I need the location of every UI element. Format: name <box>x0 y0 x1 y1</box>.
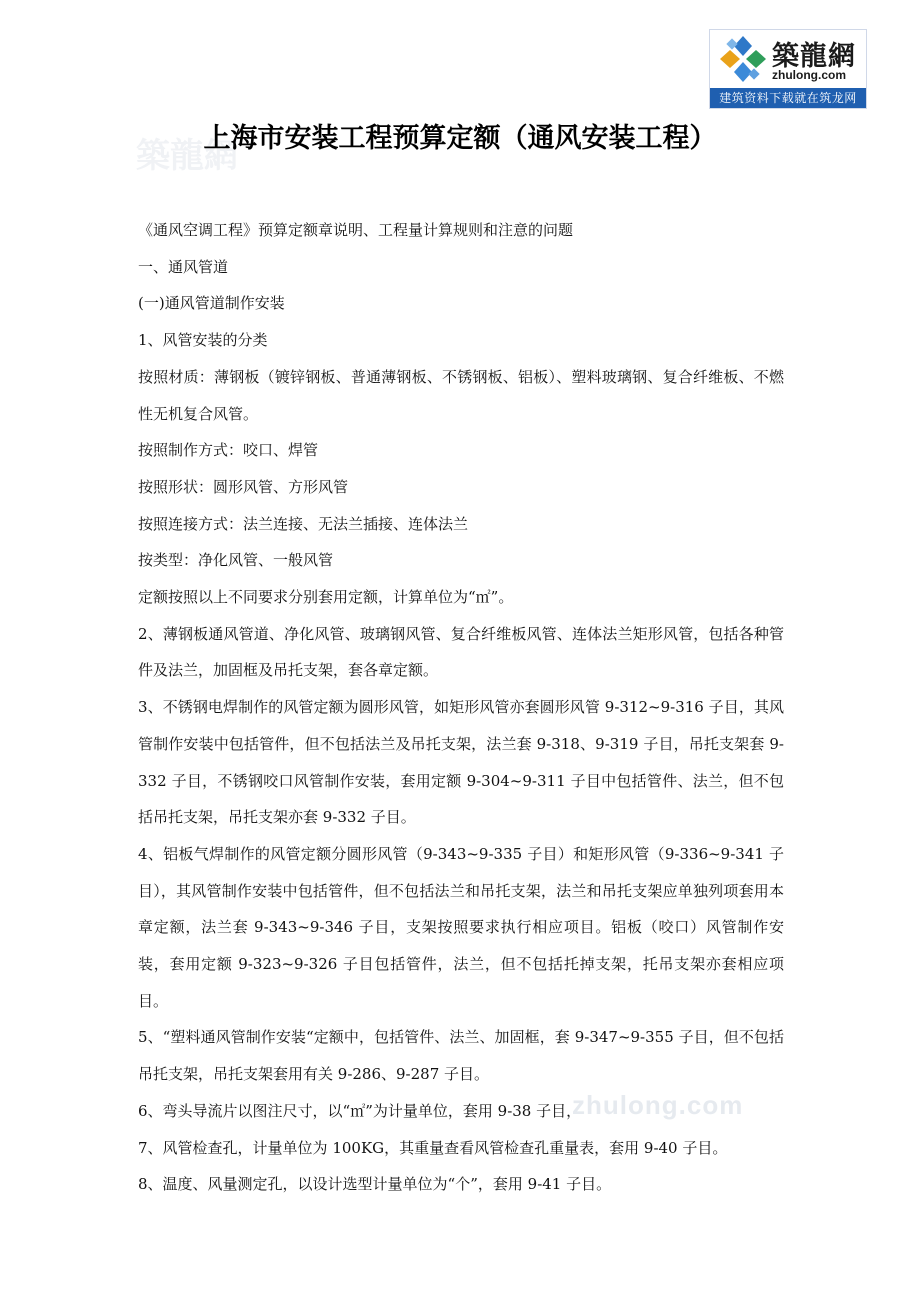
section-heading: 一、通风管道 <box>138 257 229 276</box>
paragraph: 按照制作方式：咬口、焊管 <box>138 441 319 460</box>
paragraph: 8、温度、风量测定孔，以设计选型计量单位为“个”，套用 9-41 子目。 <box>138 1175 612 1194</box>
logo-slogan: 建筑资料下载就在筑龙网 <box>710 88 866 108</box>
paragraph: 3、不锈钢电焊制作的风管定额为圆形风管，如矩形风管亦套圆形风管 9-312~9-316 子目，其风管制作安装中包括管件，但不包括法兰及吊托支架，法兰套 9-318、9-319 子目，吊托支架套 9-332 子目，不锈钢咬口风管制作安装，套用定额 9-304~9-311 子目中包括管件、法兰，但不包括吊托支架，吊托支架亦套 9-332 子目。 <box>138 698 784 827</box>
logo-brand-en: zhulong.com <box>772 68 846 82</box>
logo-brand-cn: 築龍網 <box>772 41 856 72</box>
watermark-top: 築龍網 <box>136 137 238 175</box>
paragraph: 按照材质：薄钢板（镀锌钢板、普通薄钢板、不锈钢板、铝板）、塑料玻璃钢、复合纤维板、不燃性无机复合风管。 <box>138 367 784 423</box>
item-heading: 1、风管安装的分类 <box>138 331 268 350</box>
document-title: 上海市安装工程预算定额（通风安装工程） <box>203 123 717 154</box>
watermark-middle: zhulong.com <box>572 1090 744 1120</box>
paragraph: 6、弯头导流片以图注尺寸，以“㎡”为计量单位，套用 9-38 子目， <box>138 1101 582 1120</box>
paragraph: 定额按照以上不同要求分别套用定额，计算单位为“㎡”。 <box>138 588 514 607</box>
document-body <box>138 212 784 1203</box>
paragraph: 7、风管检查孔，计量单位为 100KG，其重量查看风管检查孔重量表，套用 9-40 子目。 <box>138 1138 728 1157</box>
paragraph: 4、铝板气焊制作的风管定额分圆形风管（9-343~9-335 子目）和矩形风管（9-336~9-341 子目），其风管制作安装中包括管件，但不包括法兰和吊托支架，法兰和吊托支架应单独列项套用本章定额，法兰套 9-343~9-346 子目，支架按照要求执行相应项目。铝板（咬口）风管制作安装，套用定额 9-323~9-326 子目包括管件，法兰，但不包括托掉支架，托吊支架亦套相应项目。 <box>138 844 784 1010</box>
diamond-cluster-icon <box>716 34 770 84</box>
paragraph: 按照连接方式：法兰连接、无法兰插接、连体法兰 <box>138 514 469 533</box>
site-logo <box>709 29 867 109</box>
intro-heading: 《通风空调工程》预算定额章说明、工程量计算规则和注意的问题 <box>138 221 574 239</box>
paragraph: 按类型：净化风管、一般风管 <box>138 551 334 570</box>
paragraph: 5、“塑料通风管制作安装“定额中，包括管件、法兰、加固框，套 9-347~9-355 子目，但不包括吊托支架，吊托支架套用有关 9-286、9-287 子目。 <box>138 1028 784 1084</box>
subsection-heading: (一)通风管道制作安装 <box>138 294 285 313</box>
paragraph: 2、薄钢板通风管道、净化风管、玻璃钢风管、复合纤维板风管、连体法兰矩形风管，包括各种管件及法兰，加固框及吊托支架，套各章定额。 <box>138 624 784 680</box>
paragraph: 按照形状：圆形风管、方形风管 <box>138 477 349 496</box>
